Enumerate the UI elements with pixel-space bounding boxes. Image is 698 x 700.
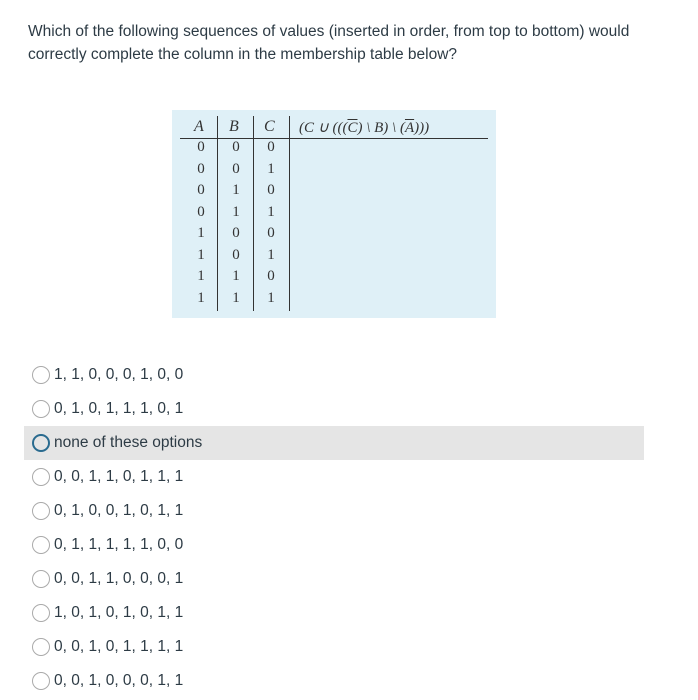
option-label: none of these options <box>54 434 203 451</box>
table-cell: 1 <box>267 203 275 220</box>
table-cell: 0 <box>232 160 240 177</box>
table-cell: 0 <box>232 139 240 155</box>
table-cell: 0 <box>232 225 240 241</box>
answer-option[interactable] <box>24 460 644 494</box>
answer-option[interactable] <box>24 630 644 664</box>
radio-button[interactable] <box>32 570 50 588</box>
table-cell: 0 <box>267 268 275 284</box>
table-cell: 1 <box>197 246 205 263</box>
table-cell: 0 <box>267 139 275 155</box>
answer-option[interactable] <box>24 358 644 392</box>
option-label: 0, 0, 1, 0, 1, 1, 1, 1 <box>54 638 184 655</box>
option-label: 0, 1, 0, 1, 1, 1, 0, 1 <box>54 400 184 417</box>
radio-button[interactable] <box>32 400 50 418</box>
header-expression: (C ∪ (($(\overline{C})$ \ B) \ $(\overline{A})$)) <box>299 120 430 136</box>
table-cell: 0 <box>197 182 205 198</box>
answer-option[interactable] <box>24 426 644 460</box>
column-divider <box>289 116 290 311</box>
radio-button[interactable] <box>32 638 50 656</box>
table-cell: 0 <box>267 225 275 241</box>
radio-button[interactable] <box>32 672 50 690</box>
table-cell: 1 <box>232 289 240 306</box>
radio-button[interactable] <box>32 604 50 622</box>
answer-option[interactable] <box>24 562 644 596</box>
table-cell: 1 <box>267 246 275 263</box>
answer-option[interactable] <box>24 528 644 562</box>
table-cell: 0 <box>197 160 205 177</box>
table-cell: 1 <box>197 268 205 284</box>
option-label: 0, 1, 1, 1, 1, 1, 0, 0 <box>54 536 184 553</box>
option-label: 0, 0, 1, 1, 0, 0, 0, 1 <box>54 570 184 587</box>
table-cell: 1 <box>197 225 205 241</box>
option-label: 0, 0, 1, 0, 0, 0, 1, 1 <box>54 672 184 689</box>
answer-option[interactable] <box>24 596 644 630</box>
answer-option[interactable] <box>24 494 644 528</box>
option-label: 0, 1, 0, 0, 1, 0, 1, 1 <box>54 502 184 519</box>
table-cell: 1 <box>197 289 205 306</box>
header-a: A <box>194 118 204 135</box>
option-label: 1, 0, 1, 0, 1, 0, 1, 1 <box>54 604 184 621</box>
header-c: C <box>264 118 275 135</box>
answer-option[interactable] <box>24 664 644 698</box>
table-cell: 1 <box>232 203 240 220</box>
option-label: 0, 0, 1, 1, 0, 1, 1, 1 <box>54 468 184 485</box>
table-cell: 0 <box>232 246 240 263</box>
table-cell: 0 <box>197 203 205 220</box>
table-cell: 1 <box>267 289 275 306</box>
table-cell: 1 <box>232 182 240 198</box>
radio-button[interactable] <box>32 536 50 554</box>
question-text: Which of the following sequences of values (inserted in order, from top to bottom) would correctly complete the column in the membership table below? <box>28 23 630 63</box>
radio-button[interactable] <box>32 502 50 520</box>
table-cell: 1 <box>232 268 240 284</box>
answer-option[interactable] <box>24 392 644 426</box>
radio-button[interactable] <box>32 434 50 452</box>
radio-button[interactable] <box>32 468 50 486</box>
column-divider <box>217 116 218 311</box>
membership-table <box>172 110 496 318</box>
column-divider <box>253 116 254 311</box>
radio-button[interactable] <box>32 366 50 384</box>
table-cell: 1 <box>267 160 275 177</box>
table-cell: 0 <box>197 139 205 155</box>
table-cell: 0 <box>267 182 275 198</box>
header-b: B <box>229 118 239 135</box>
option-label: 1, 1, 0, 0, 0, 1, 0, 0 <box>54 366 184 383</box>
